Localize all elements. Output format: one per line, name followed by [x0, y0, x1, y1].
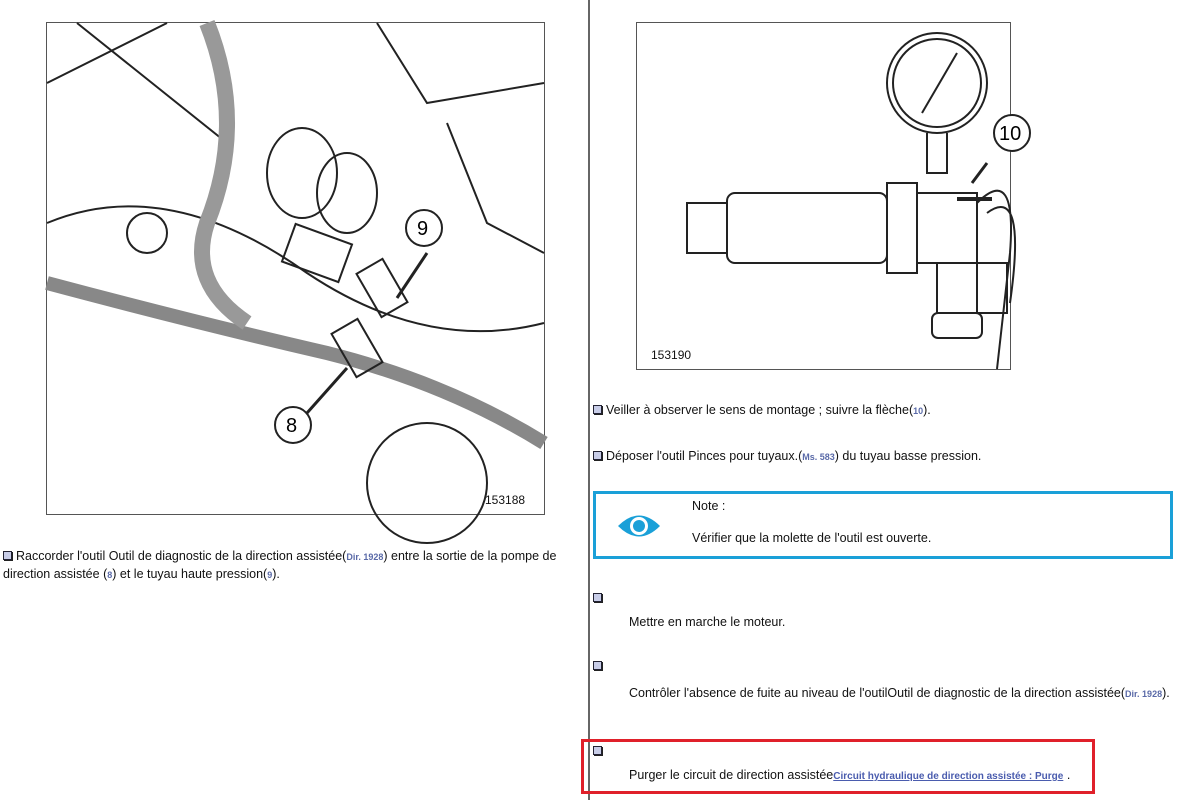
step-remove-clamps — [593, 449, 981, 463]
step-text: . — [1066, 768, 1071, 782]
engine-illustration — [46, 22, 545, 515]
step-text: Purger le circuit de direction assistée — [629, 768, 834, 782]
column-divider — [588, 0, 590, 800]
bullet-icon — [3, 551, 12, 560]
step-text: Veiller à observer le sens de montage ; suivre la flèche( — [606, 403, 914, 417]
note-box — [593, 491, 1173, 559]
step-bleed-circuit — [629, 768, 1070, 782]
step-mounting-direction — [593, 403, 931, 417]
step-text: Raccorder l'outil Outil de diagnostic de la direction assistée( — [16, 549, 347, 563]
bullet-icon — [593, 661, 602, 670]
callout-10: 10 — [999, 123, 1022, 145]
callout-ref: 8 — [107, 570, 113, 580]
callout-9: 9 — [417, 218, 429, 240]
engine-drawing — [47, 23, 544, 514]
note-body: Vérifier que la molette de l'outil est ouverte. — [692, 531, 932, 545]
bullet-icon — [593, 746, 602, 755]
step-start-engine: Mettre en marche le moteur. — [629, 615, 786, 629]
highlight-box — [581, 739, 1095, 794]
step-text: Contrôler l'absence de fuite au niveau de l'outilOutil de diagnostic de la direction assistée( — [629, 686, 1126, 700]
tool-ref: Ms. 583 — [802, 452, 835, 462]
figure-id: 153188 — [485, 493, 526, 507]
callout-ref: 10 — [913, 406, 924, 416]
callout-ref: 9 — [267, 570, 273, 580]
step-text: ). — [272, 567, 280, 581]
step-check-leaks — [593, 684, 1173, 704]
purge-procedure-link[interactable]: Circuit hydraulique de direction assistée : Purge — [833, 771, 1064, 782]
bullet-icon — [593, 405, 602, 414]
step-text: ) du tuyau basse pression. — [834, 449, 982, 463]
step-text: et le tuyau haute pression( — [116, 567, 268, 581]
bullet-icon — [593, 451, 602, 460]
step-text: Déposer l'outil Pinces pour tuyaux.( — [606, 449, 803, 463]
callout-8: 8 — [286, 415, 298, 437]
eye-icon — [616, 511, 662, 541]
step-text: ) entre la sortie de la pompe de direction assistée — [3, 549, 557, 581]
step-text: ). — [923, 403, 931, 417]
tool-ref: Dir. 1928 — [1125, 689, 1163, 699]
tool-ref: Dir. 1928 — [346, 552, 384, 562]
pressure-gauge-illustration — [636, 22, 1022, 370]
step-connect-tool: Raccorder l'outil Outil de diagnostic de la direction assistée(Dir. 1928) entre la sortie de la pompe de direction assistée (8) et le tuyau haute pression(9). — [3, 549, 557, 581]
note-title: Note : — [692, 499, 726, 513]
gauge-drawing — [637, 23, 1022, 369]
step-text: ). — [1162, 686, 1170, 700]
bullet-icon — [593, 593, 602, 602]
figure-id: 153190 — [651, 348, 692, 362]
